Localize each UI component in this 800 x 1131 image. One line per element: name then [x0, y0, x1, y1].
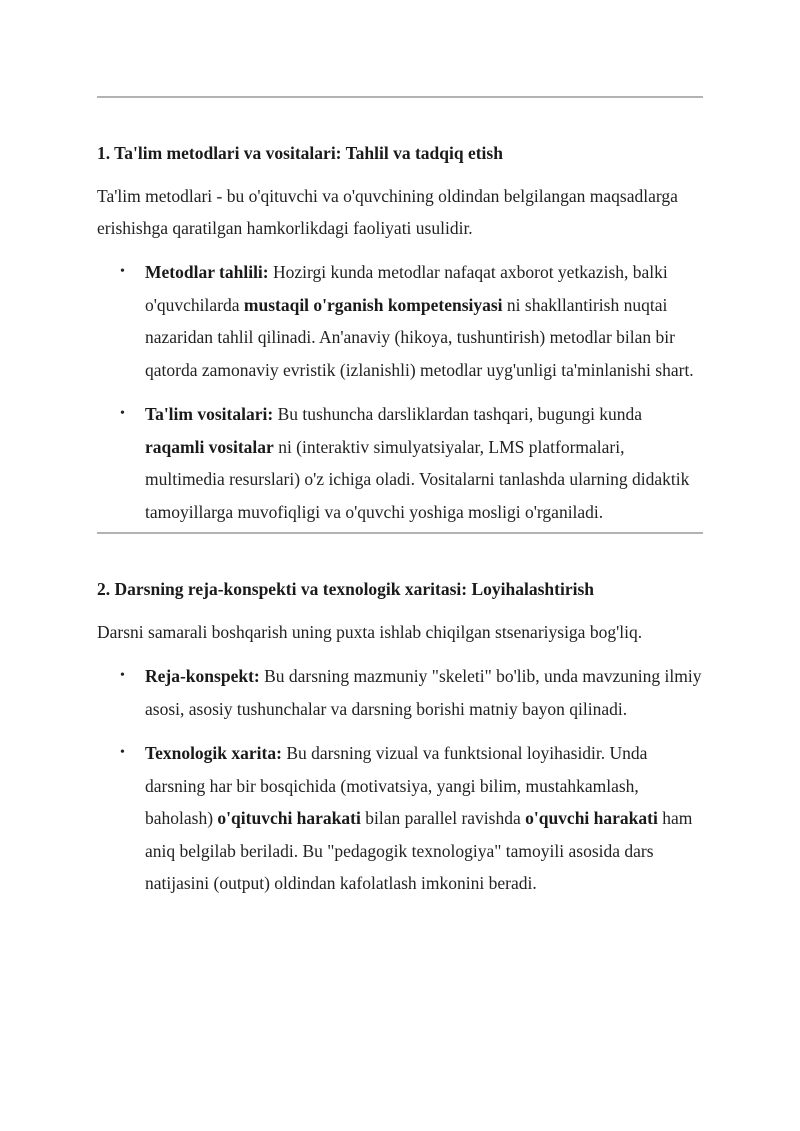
horizontal-divider — [97, 532, 703, 534]
bullet-icon: • — [120, 406, 125, 421]
item-emphasis: o'quvchi harakati — [525, 808, 658, 828]
item-text: ni shakllantirish nuqtai nazaridan tahlil qilinadi. An'anaviy (hikoya, tushuntirish) metodlar bilan bir qatorda zamonaviy evristik (izlanishli) metodlar uyg'unligi ta'minlanishi shart. — [145, 294, 694, 380]
item-text: Hozirgi kunda metodlar nafaqat axborot yetkazish, balki o'quvchilarda — [145, 262, 668, 315]
document-page — [97, 0, 703, 912]
item-emphasis: o'qituvchi harakati — [217, 808, 361, 828]
bullet-list — [97, 256, 703, 528]
item-emphasis: raqamli vositalar — [145, 436, 274, 457]
item-text: ni (interaktiv simulyatsiyalar, LMS platformalari, multimedia resurslari) o'z ichiga oladi. Vositalarni tanlashda ularning didaktik tamoyillarga muvofiqligi va o'quvchi yoshiga mosligi o'rganiladi. — [145, 436, 690, 522]
section-lesson-planning — [97, 576, 703, 900]
bullet-list — [97, 660, 703, 900]
list-item — [120, 256, 703, 386]
section-intro-paragraph: Darsni samarali boshqarish uning puxta ishlab chiqilgan stsenariysiga bog'liq. — [97, 622, 643, 642]
section-intro-paragraph: Ta'lim metodlari - bu o'qituvchi va o'quvchining oldindan belgilangan maqsadlarga erishishga qaratilgan hamkorlikdagi faoliyati usulidir. — [97, 186, 678, 238]
item-text: bilan parallel ravishda — [360, 808, 526, 828]
bullet-icon: • — [120, 668, 125, 683]
horizontal-divider — [97, 96, 703, 98]
item-emphasis: mustaqil o'rganish kompetensiyasi — [243, 294, 503, 315]
item-label: Texnologik xarita: — [145, 743, 282, 763]
item-label: Reja-konspekt: — [145, 666, 260, 686]
bullet-icon: • — [120, 745, 125, 760]
section-heading: 1. Ta'lim metodlari va vositalari: Tahlil va tadqiq etish — [97, 143, 503, 163]
item-text: Bu darsning vizual va funktsional loyihasidir. Unda darsning har bir bosqichida (motivatsiya, yangi bilim, mustahkamlash, baholash) — [145, 743, 648, 828]
item-label: Ta'lim vositalari: — [145, 404, 274, 424]
item-label: Metodlar tahlili: — [145, 262, 269, 282]
item-text: Bu darsning mazmuniy "skeleti" bo'lib, unda mavzuning ilmiy asosi, asosiy tushunchalar va darsning borishi matniy bayon qilinadi. — [145, 666, 702, 719]
list-item — [120, 737, 703, 900]
item-text: Bu tushuncha darsliklardan tashqari, bugungi kunda — [273, 404, 643, 424]
bullet-icon: • — [120, 264, 125, 279]
list-item — [120, 398, 703, 528]
section-heading: 2. Darsning reja-konspekti va texnologik xaritasi: Loyihalashtirish — [97, 579, 595, 599]
list-item — [120, 660, 703, 725]
item-text: ham aniq belgilab beriladi. Bu "pedagogik texnologiya" tamoyili asosida dars natijasini (output) oldindan kafolatlash imkonini beradi. — [145, 808, 693, 893]
section-teaching-methods — [97, 140, 703, 528]
